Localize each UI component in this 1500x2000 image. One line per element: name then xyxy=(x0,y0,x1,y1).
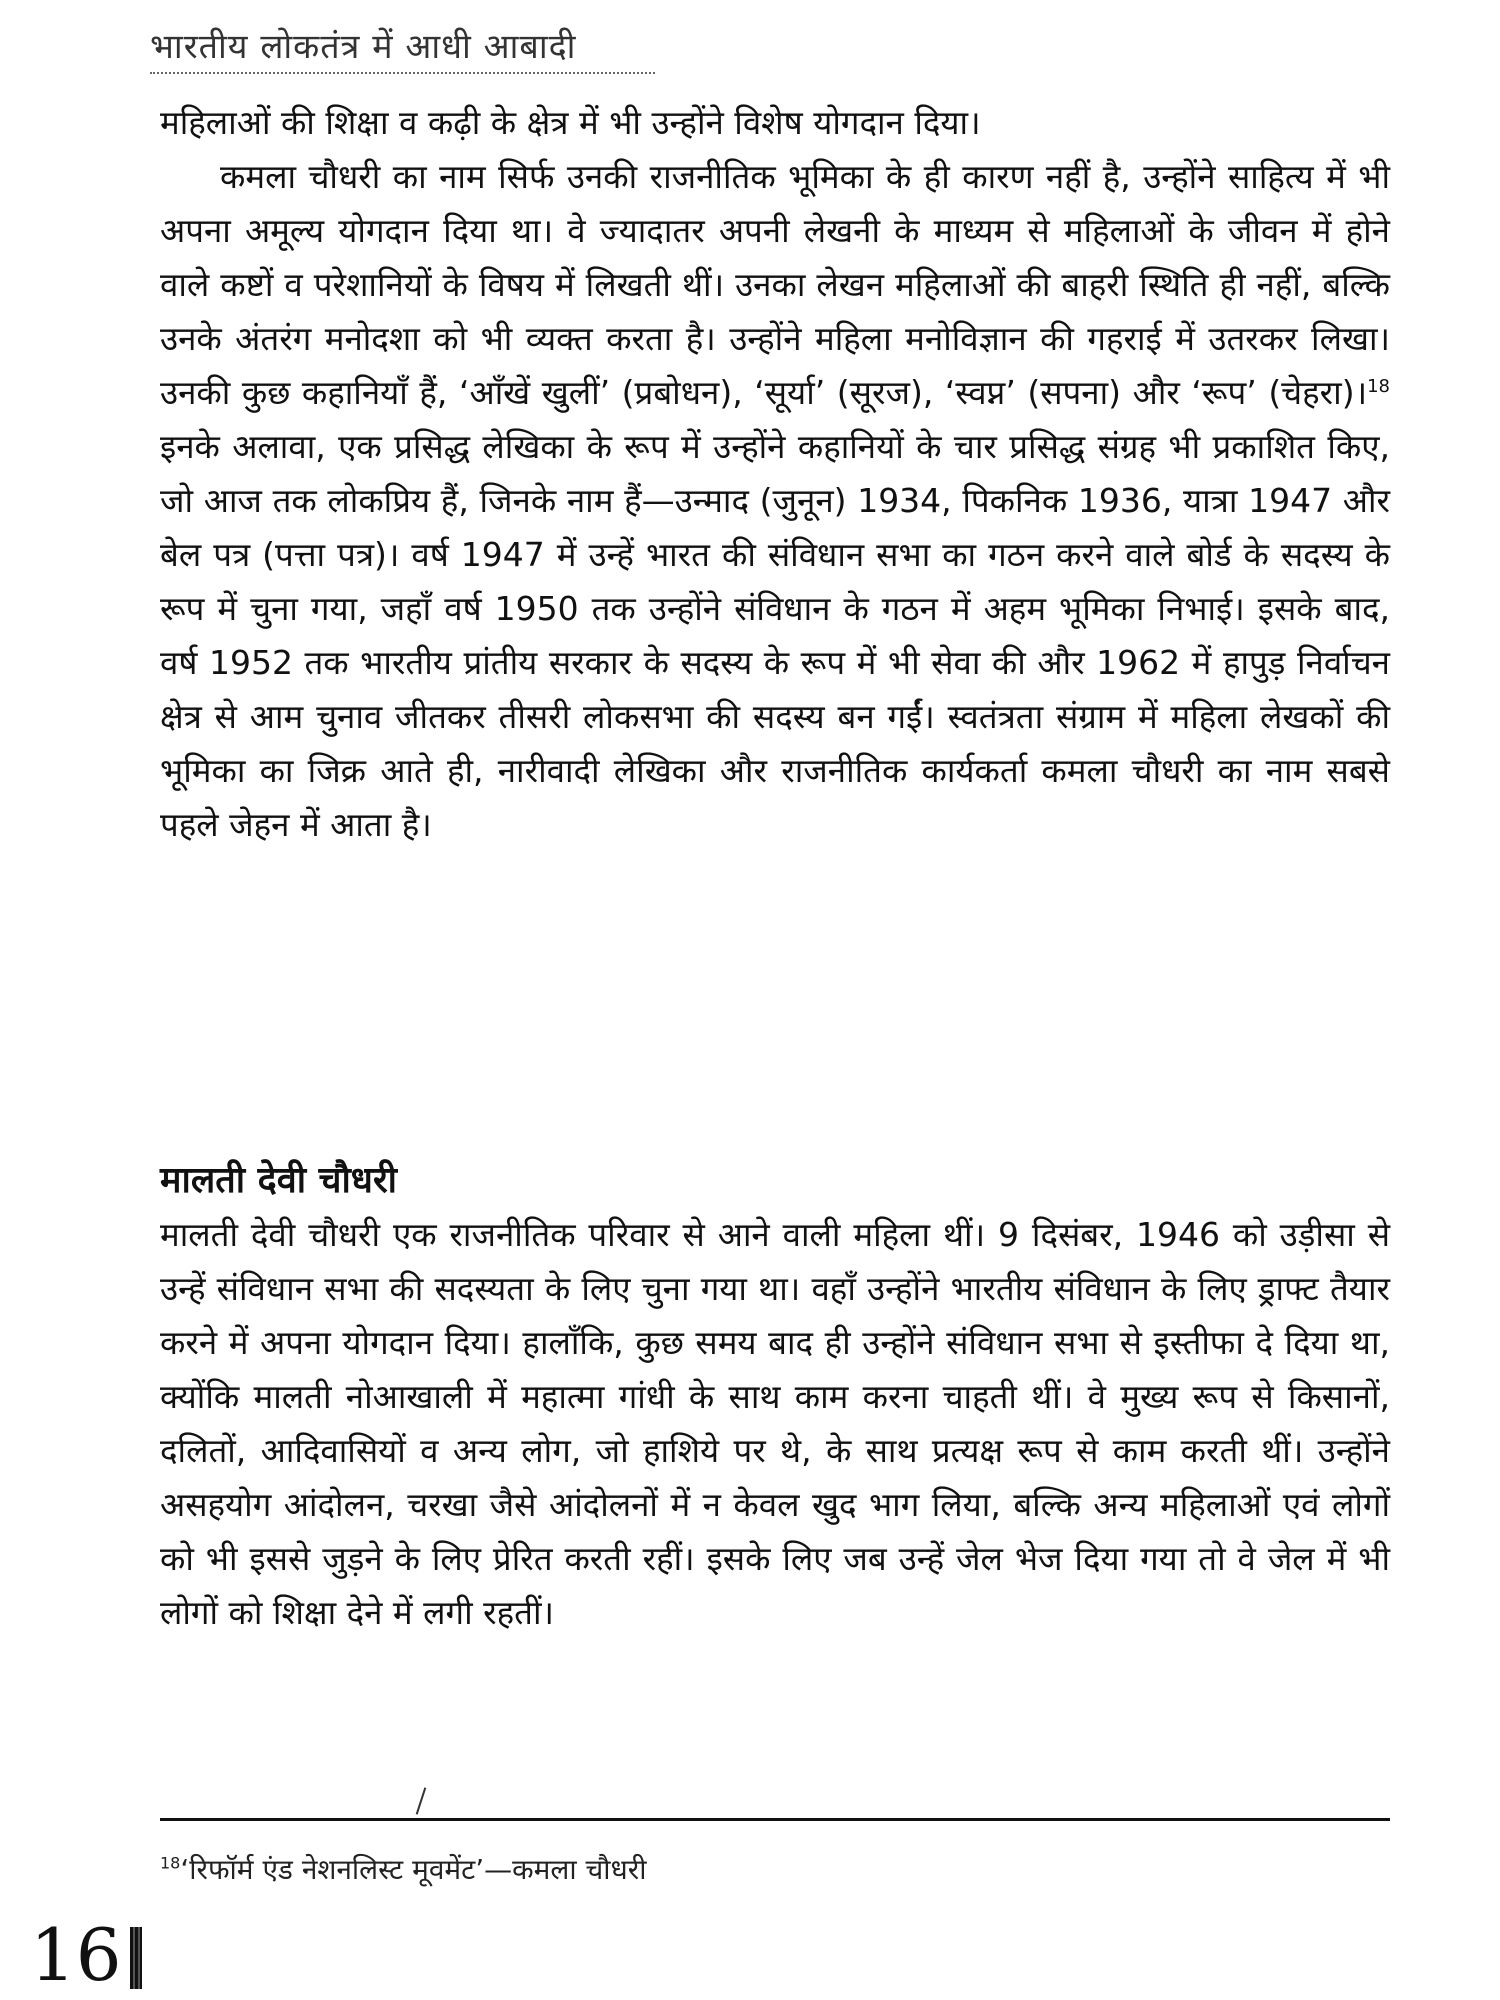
page-number: 16 xyxy=(30,1913,122,1997)
paragraph-kamla-part-2: इनके अलावा, एक प्रसिद्ध लेखिका के रूप में उन्होंने कहानियों के चार प्रसिद्ध संग्रह भी प्रकाशित किए, जो आज तक लोकप्रिय हैं, जिनके नाम हैं—उन्माद (जुनून) 1934, पिकनिक 1936, यात्रा 1947 और बेल पत्र (पत्ता पत्र)। वर्ष 1947 में उन्हें भारत की संविधान सभा का गठन करने वाले बोर्ड के सदस्य के रूप में चुना गया, जहाँ वर्ष 1950 तक उन्होंने संविधान के गठन में अहम भूमिका निभाई। इसके बाद, वर्ष 1952 तक भारतीय प्रांतीय सरकार के सदस्य के रूप में भी सेवा की और 1962 में हापुड़ निर्वाचन क्षेत्र से आम चुनाव जीतकर तीसरी लोकसभा की सदस्य बन गईं। स्वतंत्रता संग्राम में महिला लेखकों की भूमिका का जिक्र आते ही, नारीवादी लेखिका और राजनीतिक कार्यकर्ता कमला चौधरी का नाम सबसे पहले जेहन में आता है। xyxy=(160,427,1390,844)
section-heading: मालती देवी चौधरी xyxy=(160,1160,397,1201)
footnote-marker: 18 xyxy=(160,1853,181,1873)
paragraph-kamla-chaudhary xyxy=(160,150,1390,852)
paragraph-continuation: महिलाओं की शिक्षा व कढ़ी के क्षेत्र में भी उन्होंने विशेष योगदान दिया। xyxy=(160,103,981,142)
body-text xyxy=(160,96,1390,852)
running-head: भारतीय लोकतंत्र में आधी आबादी xyxy=(150,27,577,67)
paragraph-malti-devi: मालती देवी चौधरी एक राजनीतिक परिवार से आने वाली महिला थीं। 9 दिसंबर, 1946 को उड़ीसा से उन्हें संविधान सभा की सदस्यता के लिए चुना गया था। वहाँ उन्होंने भारतीय संविधान के लिए ड्राफ्ट तैयार करने में अपना योगदान दिया। हालाँकि, कुछ समय बाद ही उन्होंने संविधान सभा से इस्तीफा दे दिया था, क्योंकि मालती नोआखाली में महात्मा गांधी के साथ काम करना चाहती थीं। वे मुख्य रूप से किसानों, दलितों, आदिवासियों व अन्य लोग, जो हाशिये पर थे, के साथ प्रत्यक्ष रूप से काम करती थीं। उन्होंने असहयोग आंदोलन, चरखा जैसे आंदोलनों में न केवल खुद भाग लिया, बल्कि अन्य महिलाओं एवं लोगों को भी इससे जुड़ने के लिए प्रेरित करती रहीं। इसके लिए जब उन्हें जेल भेज दिया गया तो वे जेल में भी लोगों को शिक्षा देने में लगी रहतीं। xyxy=(160,1215,1390,1632)
folio-bar-mark xyxy=(130,1927,142,1989)
paragraph-kamla-part-1: कमला चौधरी का नाम सिर्फ उनकी राजनीतिक भूमिका के ही कारण नहीं है, उन्होंने साहित्य में भी अपना अमूल्य योगदान दिया था। वे ज्यादातर अपनी लेखनी के माध्यम से महिलाओं के जीवन में होने वाले कष्टों व परेशानियों के विषय में लिखती थीं। उनका लेखन महिलाओं की बाहरी स्थिति ही नहीं, बल्कि उनके अंतरंग मनोदशा को भी व्यक्त करता है। उन्होंने महिला मनोविज्ञान की गहराई में उतरकर लिखा। उनकी कुछ कहानियाँ हैं, ‘आँखें खुलीं’ (प्रबोधन), ‘सूर्या’ (सूरज), ‘स्वप्न’ (सपना) और ‘रूप’ (चेहरा)। xyxy=(160,157,1390,412)
footnote-text: ‘रिफॉर्म एंड नेशनलिस्ट मूवमेंट’—कमला चौधरी xyxy=(180,1853,647,1886)
footnote-rule xyxy=(160,1818,1390,1821)
running-head-rule xyxy=(150,72,655,74)
footnote xyxy=(160,1850,646,1888)
page-number-block xyxy=(30,1915,142,1995)
footnote-reference: 18 xyxy=(1367,376,1390,397)
section-body-text xyxy=(160,1208,1390,1640)
stray-pen-mark xyxy=(416,1787,427,1814)
